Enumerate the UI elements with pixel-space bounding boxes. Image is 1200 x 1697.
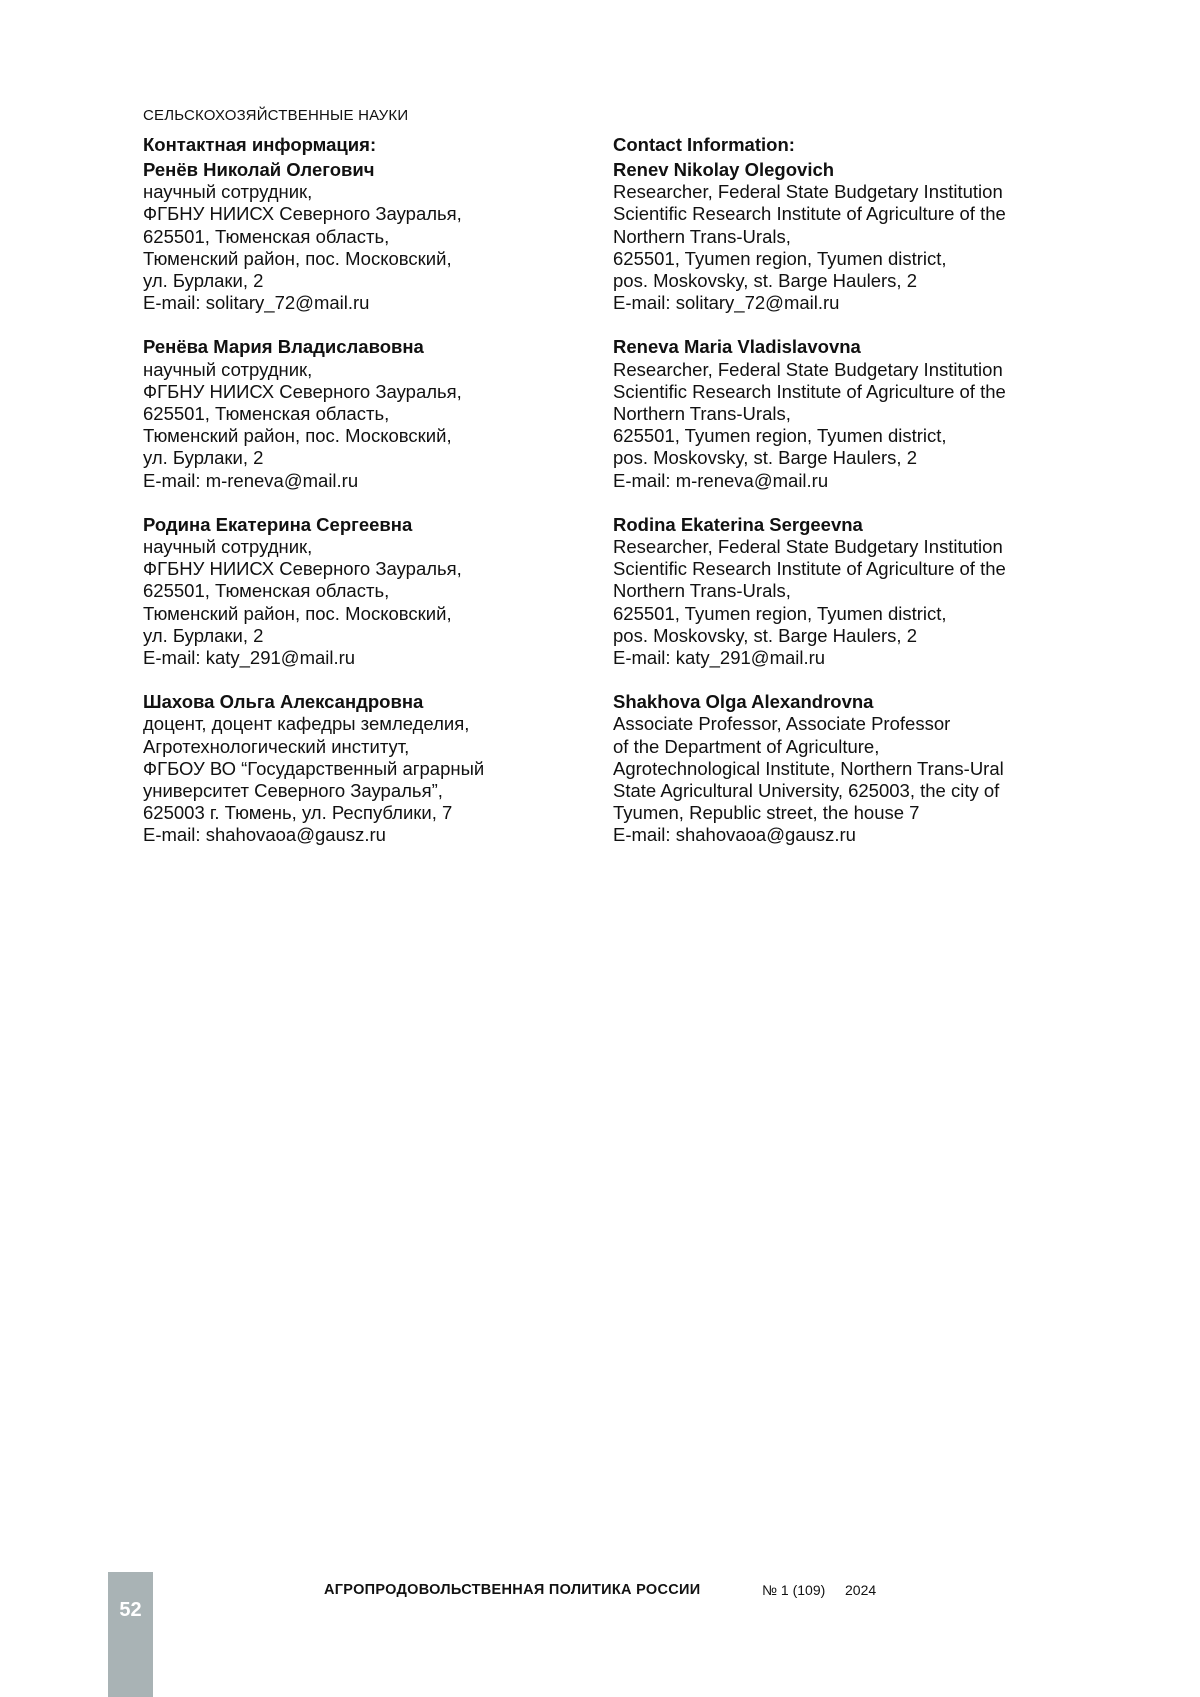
contact-address: pos. Moskovsky, st. Barge Haulers, 2 [613,624,917,646]
contact-organization: Scientific Research Institute of Agriculture of the [613,203,1006,225]
contact-address: 625501, Tyumen region, Tyumen district, [613,602,947,624]
contact-name: Reneva Maria Vladislavovna [613,336,861,358]
contact-organization: Scientific Research Institute of Agriculture of the [613,380,1006,402]
contact-organization: Northern Trans-Urals, [613,403,791,425]
contact-email: E-mail: shahovaoa@gausz.ru [613,824,856,846]
contact-entry-en [613,159,1083,314]
contact-position: Associate Professor, Associate Professor [613,713,951,735]
contact-address: ул. Бурлаки, 2 [143,624,264,646]
contact-name: Ренёва Мария Владиславовна [143,336,424,358]
contact-organization: Агротехнологический институт, [143,735,410,757]
contact-name: Ренёв Николай Олегович [143,159,375,180]
journal-title: АГРОПРОДОВОЛЬСТВЕННАЯ ПОЛИТИКА РОССИИ [324,1582,701,1598]
contact-position: научный сотрудник, [143,536,313,558]
contact-organization: ФГБОУ ВО “Государственный аграрный [143,757,485,779]
page-number-tab [108,1572,153,1697]
contact-address: ул. Бурлаки, 2 [143,270,264,292]
contact-address: 625501, Тюменская область, [143,225,390,247]
contact-organization: Northern Trans-Urals, [613,580,791,602]
contact-entry-ru [143,691,583,846]
contact-entry-ru [143,514,583,669]
contact-entry-en [613,691,1083,846]
section-header: СЕЛЬСКОХОЗЯЙСТВЕННЫЕ НАУКИ [143,107,409,124]
contact-organization: Agrotechnological Institute, Northern Trans-Ural [613,757,1004,779]
contact-email: E-mail: solitary_72@mail.ru [613,292,840,314]
contact-address: Тюменский район, пос. Московский, [143,602,452,624]
contact-position: доцент, доцент кафедры земледелия, [143,713,470,735]
contact-entry-ru [143,159,583,314]
contact-name: Шахова Ольга Александровна [143,691,424,713]
contact-position: научный сотрудник, [143,358,313,380]
contact-address: ул. Бурлаки, 2 [143,447,264,469]
contact-entry-en [613,336,1083,491]
contact-address: 625501, Tyumen region, Tyumen district, [613,247,947,269]
contact-address: 625003 г. Тюмень, ул. Республики, 7 [143,802,453,824]
contact-organization: ФГБНУ НИИСХ Северного Зауралья, [143,380,462,402]
contacts-russian [143,134,583,869]
contact-address: pos. Moskovsky, st. Barge Haulers, 2 [613,270,917,292]
contacts-title-ru: Контактная информация: [143,134,377,155]
contact-organization: ФГБНУ НИИСХ Северного Зауралья, [143,203,462,225]
contact-organization: Northern Trans-Urals, [613,225,791,247]
page-number: 52 [119,1599,142,1621]
contact-entry-ru [143,336,583,491]
contact-email: E-mail: m-reneva@mail.ru [143,469,359,491]
contact-position: Researcher, Federal State Budgetary Institution [613,181,1003,203]
contact-email: E-mail: katy_291@mail.ru [143,647,356,669]
contact-email: E-mail: solitary_72@mail.ru [143,292,370,314]
contact-position: Researcher, Federal State Budgetary Institution [613,536,1003,558]
issue-year: 2024 [845,1582,877,1598]
contact-name: Renev Nikolay Olegovich [613,159,835,180]
contact-name: Rodina Ekaterina Sergeevna [613,513,863,535]
contact-organization: университет Северного Зауралья”, [143,780,443,802]
contact-address: 625501, Тюменская область, [143,403,390,425]
contact-address: pos. Moskovsky, st. Barge Haulers, 2 [613,447,917,469]
contacts-title-en: Contact Information: [613,134,795,155]
contacts-english [613,134,1083,869]
contact-organization: Scientific Research Institute of Agriculture of the [613,558,1006,580]
contact-email: E-mail: m-reneva@mail.ru [613,469,829,491]
contact-organization: State Agricultural University, 625003, the city of [613,780,1000,802]
contact-name: Shakhova Olga Alexandrovna [613,691,874,713]
contact-position: Researcher, Federal State Budgetary Institution [613,358,1003,380]
contact-address: 625501, Tyumen region, Tyumen district, [613,425,947,447]
contact-organization: ФГБНУ НИИСХ Северного Зауралья, [143,558,462,580]
contact-position: научный сотрудник, [143,181,313,203]
contact-name: Родина Екатерина Сергеевна [143,513,413,535]
contact-address: Tyumen, Republic street, the house 7 [613,802,920,824]
contact-organization: of the Department of Agriculture, [613,735,880,757]
issue-number: № 1 (109) [762,1582,826,1598]
contact-address: Тюменский район, пос. Московский, [143,425,452,447]
contact-address: 625501, Тюменская область, [143,580,390,602]
contact-email: E-mail: katy_291@mail.ru [613,647,826,669]
contact-email: E-mail: shahovaoa@gausz.ru [143,824,386,846]
contact-address: Тюменский район, пос. Московский, [143,247,452,269]
contact-entry-en [613,514,1083,669]
